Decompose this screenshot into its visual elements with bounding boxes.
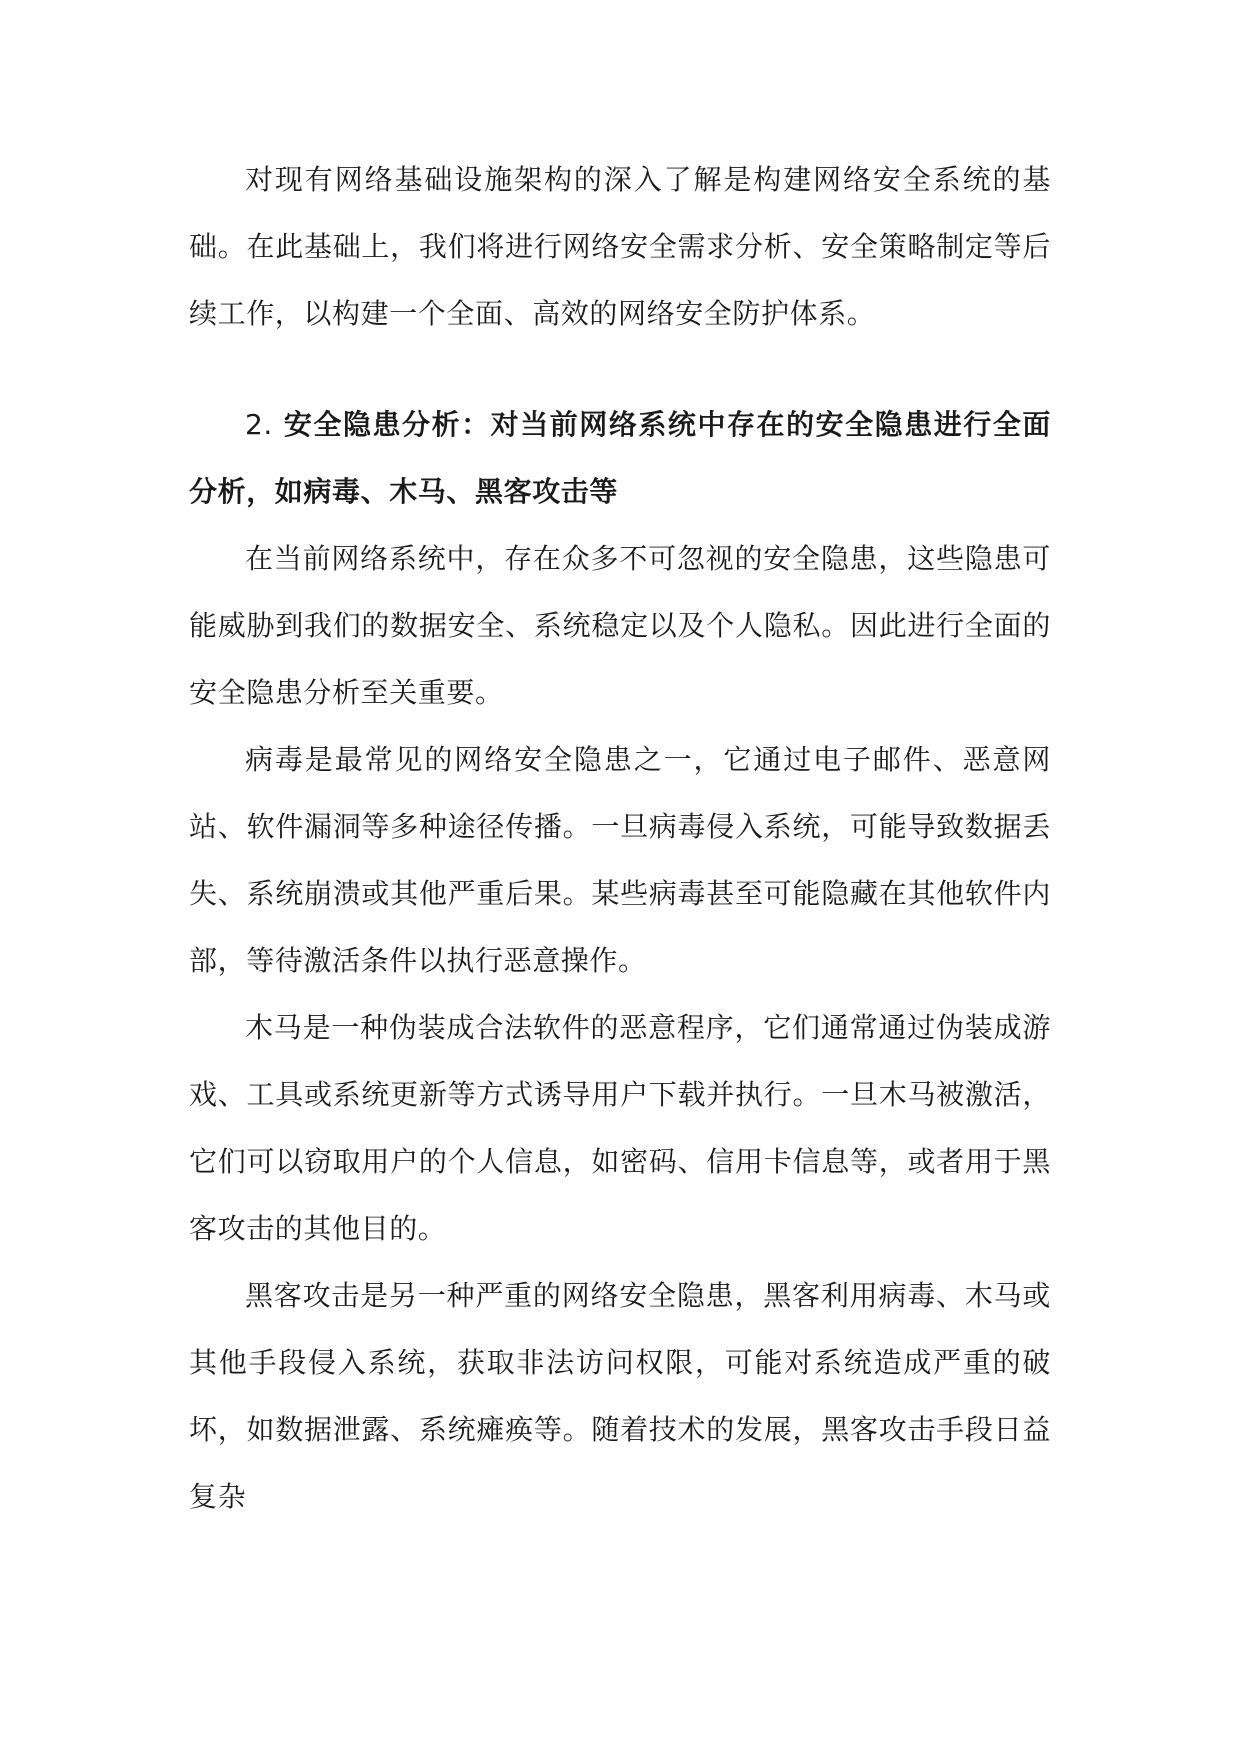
- body-paragraph-trojan: 木马是一种伪装成合法软件的恶意程序，它们通常通过伪装成游戏、工具或系统更新等方式诱导用户下载并执行。一旦木马被激活，它们可以窃取用户的个人信息，如密码、信用卡信息等，或者用于黑客攻击的其他目的。: [189, 1011, 1051, 1245]
- section-heading: [189, 391, 1051, 525]
- section-number: 2.: [245, 408, 273, 441]
- section-heading-text: 安全隐患分析：对当前网络系统中存在的安全隐患进行全面分析，如病毒、木马、黑客攻击等: [189, 408, 1051, 508]
- body-paragraph-virus: 病毒是最常见的网络安全隐患之一，它通过电子邮件、恶意网站、软件漏洞等多种途径传播。一旦病毒侵入系统，可能导致数据丢失、系统崩溃或其他严重后果。某些病毒甚至可能隐藏在其他软件内部，等待激活条件以执行恶意操作。: [189, 743, 1051, 977]
- document-body: [189, 146, 1051, 1530]
- body-paragraph-overview: 在当前网络系统中，存在众多不可忽视的安全隐患，这些隐患可能威胁到我们的数据安全、系统稳定以及个人隐私。因此进行全面的安全隐患分析至关重要。: [189, 542, 1051, 709]
- intro-paragraph: 对现有网络基础设施架构的深入了解是构建网络安全系统的基础。在此基础上，我们将进行网络安全需求分析、安全策略制定等后续工作，以构建一个全面、高效的网络安全防护体系。: [189, 163, 1051, 330]
- body-paragraph-hacker: 黑客攻击是另一种严重的网络安全隐患，黑客利用病毒、木马或其他手段侵入系统，获取非法访问权限，可能对系统造成严重的破坏，如数据泄露、系统瘫痪等。随着技术的发展，黑客攻击手段日益复杂: [189, 1279, 1051, 1513]
